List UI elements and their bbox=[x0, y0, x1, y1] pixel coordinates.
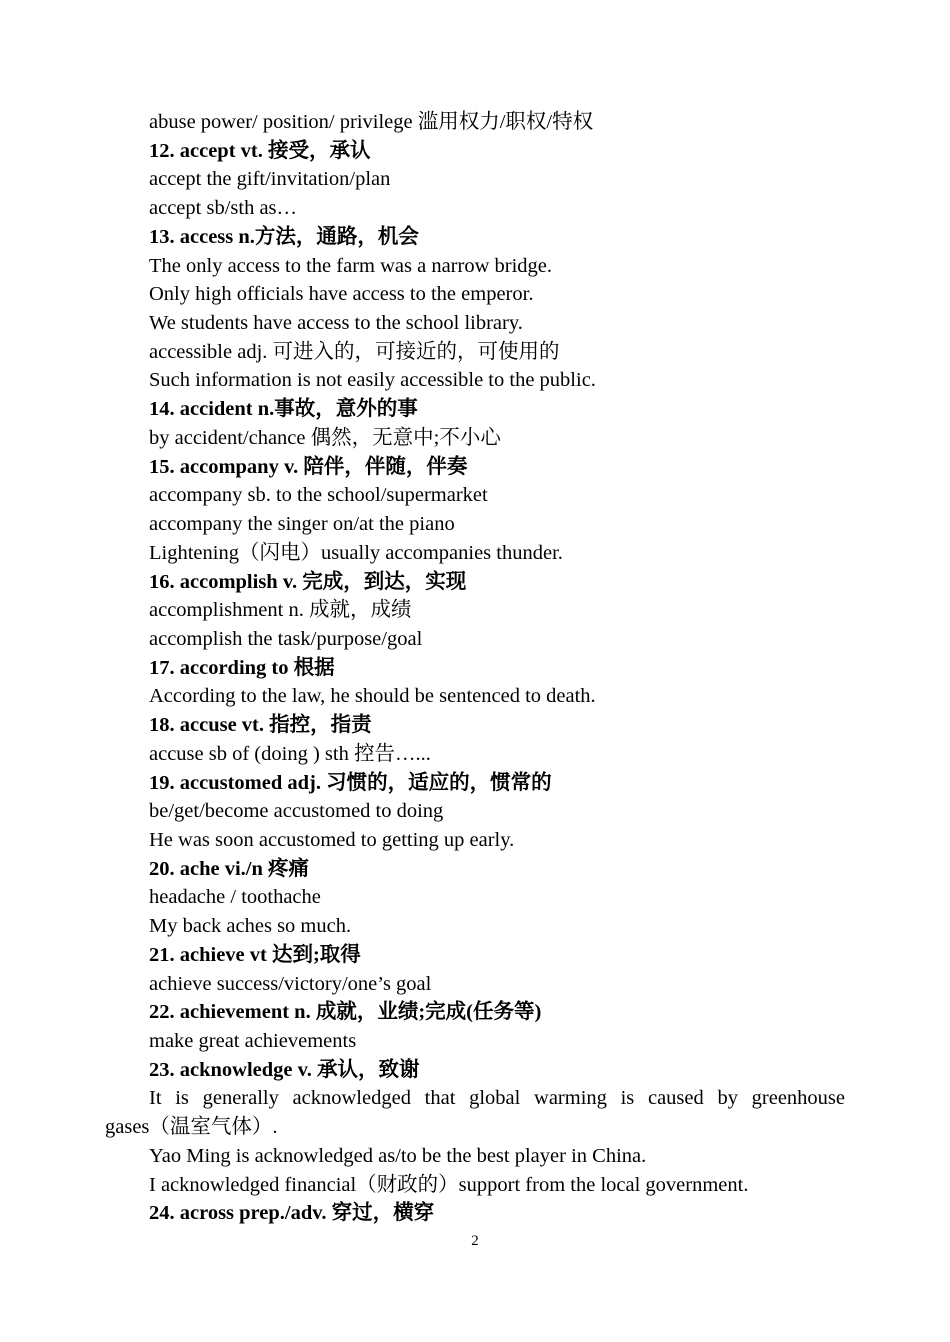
entry-text: We students have access to the school library. bbox=[149, 312, 523, 335]
entry-text: I acknowledged financial（财政的）support from the local government. bbox=[149, 1173, 749, 1196]
entry-heading: 23. acknowledge v. 承认，致谢 bbox=[149, 1058, 420, 1081]
entry-text: by accident/chance 偶然，无意中;不小心 bbox=[149, 426, 501, 449]
wrapped-sentence-first-line: It is generally acknowledged that global warming is caused by greenhouse bbox=[149, 1087, 845, 1110]
entry-text: accompany the singer on/at the piano bbox=[149, 513, 455, 536]
entry-text: headache / toothache bbox=[149, 886, 321, 909]
entry-text: accept the gift/invitation/plan bbox=[149, 168, 391, 191]
entry-text: Such information is not easily accessible to the public. bbox=[149, 369, 596, 392]
vocabulary-lines bbox=[0, 108, 950, 1084]
entry-text: accuse sb of (doing ) sth 控告…... bbox=[149, 742, 431, 765]
entry-heading: 16. accomplish v. 完成，到达，实现 bbox=[149, 570, 467, 593]
vocabulary-lines-tail bbox=[0, 1142, 950, 1228]
entry-text: accept sb/sth as… bbox=[149, 197, 298, 220]
entry-text: accessible adj. 可进入的，可接近的，可使用的 bbox=[149, 340, 560, 363]
entry-heading: 21. achieve vt 达到;取得 bbox=[149, 943, 361, 966]
wrapped-sentence-continuation: gases（温室气体）. bbox=[105, 1116, 278, 1139]
entry-heading: 22. achievement n. 成就，业绩;完成(任务等) bbox=[149, 1001, 542, 1024]
entry-text: accomplish the task/purpose/goal bbox=[149, 627, 423, 650]
entry-text: accompany sb. to the school/supermarket bbox=[149, 484, 488, 507]
entry-heading: 13. access n.方法，通路，机会 bbox=[149, 225, 419, 248]
entry-text: achieve success/victory/one’s goal bbox=[149, 972, 432, 995]
entry-heading: 20. ache vi./n 疼痛 bbox=[149, 857, 310, 880]
entry-heading: 24. across prep./adv. 穿过，横穿 bbox=[149, 1202, 435, 1225]
entry-text: My back aches so much. bbox=[149, 915, 352, 938]
entry-text: Only high officials have access to the emperor. bbox=[149, 283, 534, 306]
entry-heading: 12. accept vt. 接受，承认 bbox=[149, 139, 371, 162]
entry-heading: 18. accuse vt. 指控，指责 bbox=[149, 714, 372, 737]
entry-heading: 17. according to 根据 bbox=[149, 656, 335, 679]
entry-text: He was soon accustomed to getting up early. bbox=[149, 828, 515, 851]
entry-text: Yao Ming is acknowledged as/to be the best player in China. bbox=[149, 1144, 647, 1167]
entry-heading: 15. accompany v. 陪伴，伴随，伴奏 bbox=[149, 455, 468, 478]
entry-text: The only access to the farm was a narrow bridge. bbox=[149, 254, 553, 277]
page-number: 2 bbox=[471, 1233, 479, 1249]
entry-text: According to the law, he should be sentenced to death. bbox=[149, 685, 596, 708]
entry-text: accomplishment n. 成就，成绩 bbox=[149, 599, 412, 622]
entry-text: be/get/become accustomed to doing bbox=[149, 800, 444, 823]
entry-heading: 14. accident n.事故，意外的事 bbox=[149, 398, 418, 421]
document-body bbox=[0, 108, 950, 1228]
entry-heading: 19. accustomed adj. 习惯的，适应的，惯常的 bbox=[149, 771, 552, 794]
entry-text: make great achievements bbox=[149, 1030, 357, 1052]
entry-text: Lightening（闪电）usually accompanies thunder. bbox=[149, 541, 563, 564]
entry-text: abuse power/ position/ privilege 滥用权力/职权/特权 bbox=[149, 111, 594, 133]
